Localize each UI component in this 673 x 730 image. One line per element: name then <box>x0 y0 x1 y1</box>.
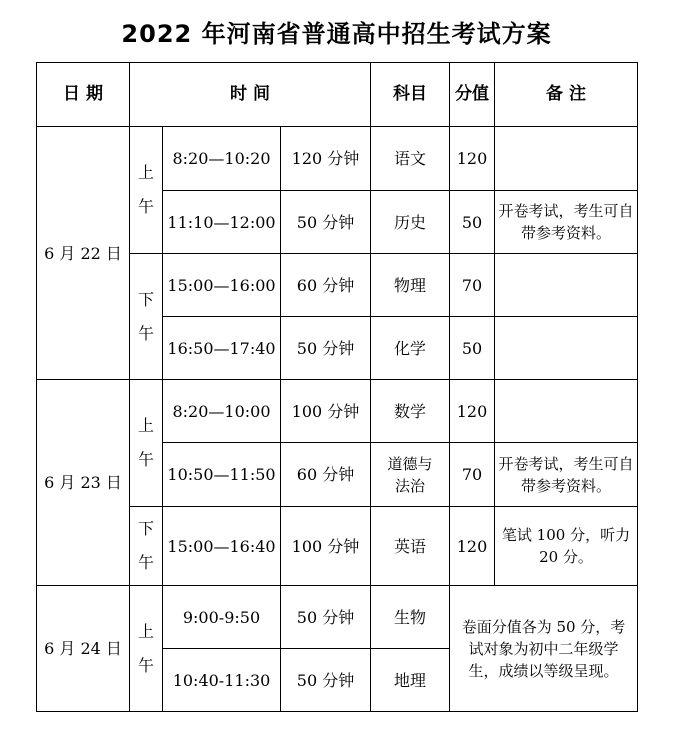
note-text: 笔试 100 分，听力 20 分。 <box>501 526 631 566</box>
note-text: 开卷考试，考生可自带参考资料。 <box>498 454 634 495</box>
header-note: 备 注 <box>495 63 638 127</box>
period-cell-morning <box>130 380 163 507</box>
duration-cell: 50 分钟 <box>281 317 371 380</box>
duration-cell: 100 分钟 <box>281 380 371 443</box>
header-time: 时 间 <box>130 63 371 127</box>
duration-cell: 50 分钟 <box>281 191 371 254</box>
duration-cell: 50 分钟 <box>281 649 371 712</box>
duration-cell: 120 分钟 <box>281 127 371 191</box>
note-text: 卷面分值各为 50 分，考试对象为初中二年级学生，成绩以等级呈现。 <box>461 617 626 680</box>
header-subject: 科目 <box>371 63 450 127</box>
subject-cell <box>371 443 450 507</box>
note-cell <box>495 127 638 191</box>
table-row <box>37 586 638 649</box>
note-cell <box>495 317 638 380</box>
table-header-row <box>37 63 638 127</box>
period-cell-afternoon <box>130 507 163 586</box>
time-cell: 8:20—10:00 <box>163 380 281 443</box>
time-cell: 8:20—10:20 <box>163 127 281 191</box>
page-title: 2022 年河南省普通高中招生考试方案 <box>121 20 552 48</box>
duration-cell: 60 分钟 <box>281 443 371 507</box>
subject-cell: 数学 <box>371 380 450 443</box>
time-cell: 15:00—16:00 <box>163 254 281 317</box>
period-char: 上 <box>137 621 154 641</box>
score-cell: 120 <box>450 380 495 443</box>
period-char: 上 <box>137 163 154 182</box>
date-cell: 6 月 22 日 <box>37 127 130 380</box>
exam-schedule-table <box>36 62 638 712</box>
note-cell <box>495 443 638 507</box>
time-cell: 10:50—11:50 <box>163 443 281 507</box>
note-cell <box>495 254 638 317</box>
subject-cell: 历史 <box>371 191 450 254</box>
period-char: 上 <box>137 416 154 435</box>
score-cell: 70 <box>450 443 495 507</box>
period-cell-morning <box>130 586 163 712</box>
score-cell: 50 <box>450 191 495 254</box>
note-cell <box>495 380 638 443</box>
period-char: 午 <box>137 197 154 216</box>
time-cell: 16:50—17:40 <box>163 317 281 380</box>
duration-cell: 100 分钟 <box>281 507 371 586</box>
time-cell: 10:40-11:30 <box>163 649 281 712</box>
time-cell: 11:10—12:00 <box>163 191 281 254</box>
date-cell: 6 月 23 日 <box>37 380 130 586</box>
subject-cell: 英语 <box>371 507 450 586</box>
header-score: 分值 <box>450 63 495 127</box>
period-char: 下 <box>137 289 154 309</box>
time-cell: 15:00—16:40 <box>163 507 281 586</box>
time-cell: 9:00-9:50 <box>163 586 281 649</box>
header-date: 日 期 <box>37 63 130 127</box>
score-cell: 50 <box>450 317 495 380</box>
note-text: 开卷考试，考生可自带参考资料。 <box>498 202 634 242</box>
period-char: 午 <box>137 323 154 343</box>
subject-cell: 语文 <box>371 127 450 191</box>
period-char: 午 <box>137 450 154 469</box>
period-char: 午 <box>137 655 154 675</box>
score-cell: 70 <box>450 254 495 317</box>
subject-text: 道德与法治 <box>387 454 433 495</box>
score-cell: 120 <box>450 507 495 586</box>
subject-cell: 生物 <box>371 586 450 649</box>
subject-cell: 物理 <box>371 254 450 317</box>
table-row <box>37 127 638 191</box>
duration-cell: 50 分钟 <box>281 586 371 649</box>
note-cell <box>495 191 638 254</box>
duration-cell: 60 分钟 <box>281 254 371 317</box>
period-char: 下 <box>137 519 154 538</box>
period-char: 午 <box>137 553 154 572</box>
note-cell <box>495 507 638 586</box>
table-row <box>37 380 638 443</box>
subject-cell: 化学 <box>371 317 450 380</box>
note-cell <box>450 586 638 712</box>
subject-cell: 地理 <box>371 649 450 712</box>
period-cell-afternoon <box>130 254 163 380</box>
date-cell: 6 月 24 日 <box>37 586 130 712</box>
score-cell: 120 <box>450 127 495 191</box>
period-cell-morning <box>130 127 163 254</box>
